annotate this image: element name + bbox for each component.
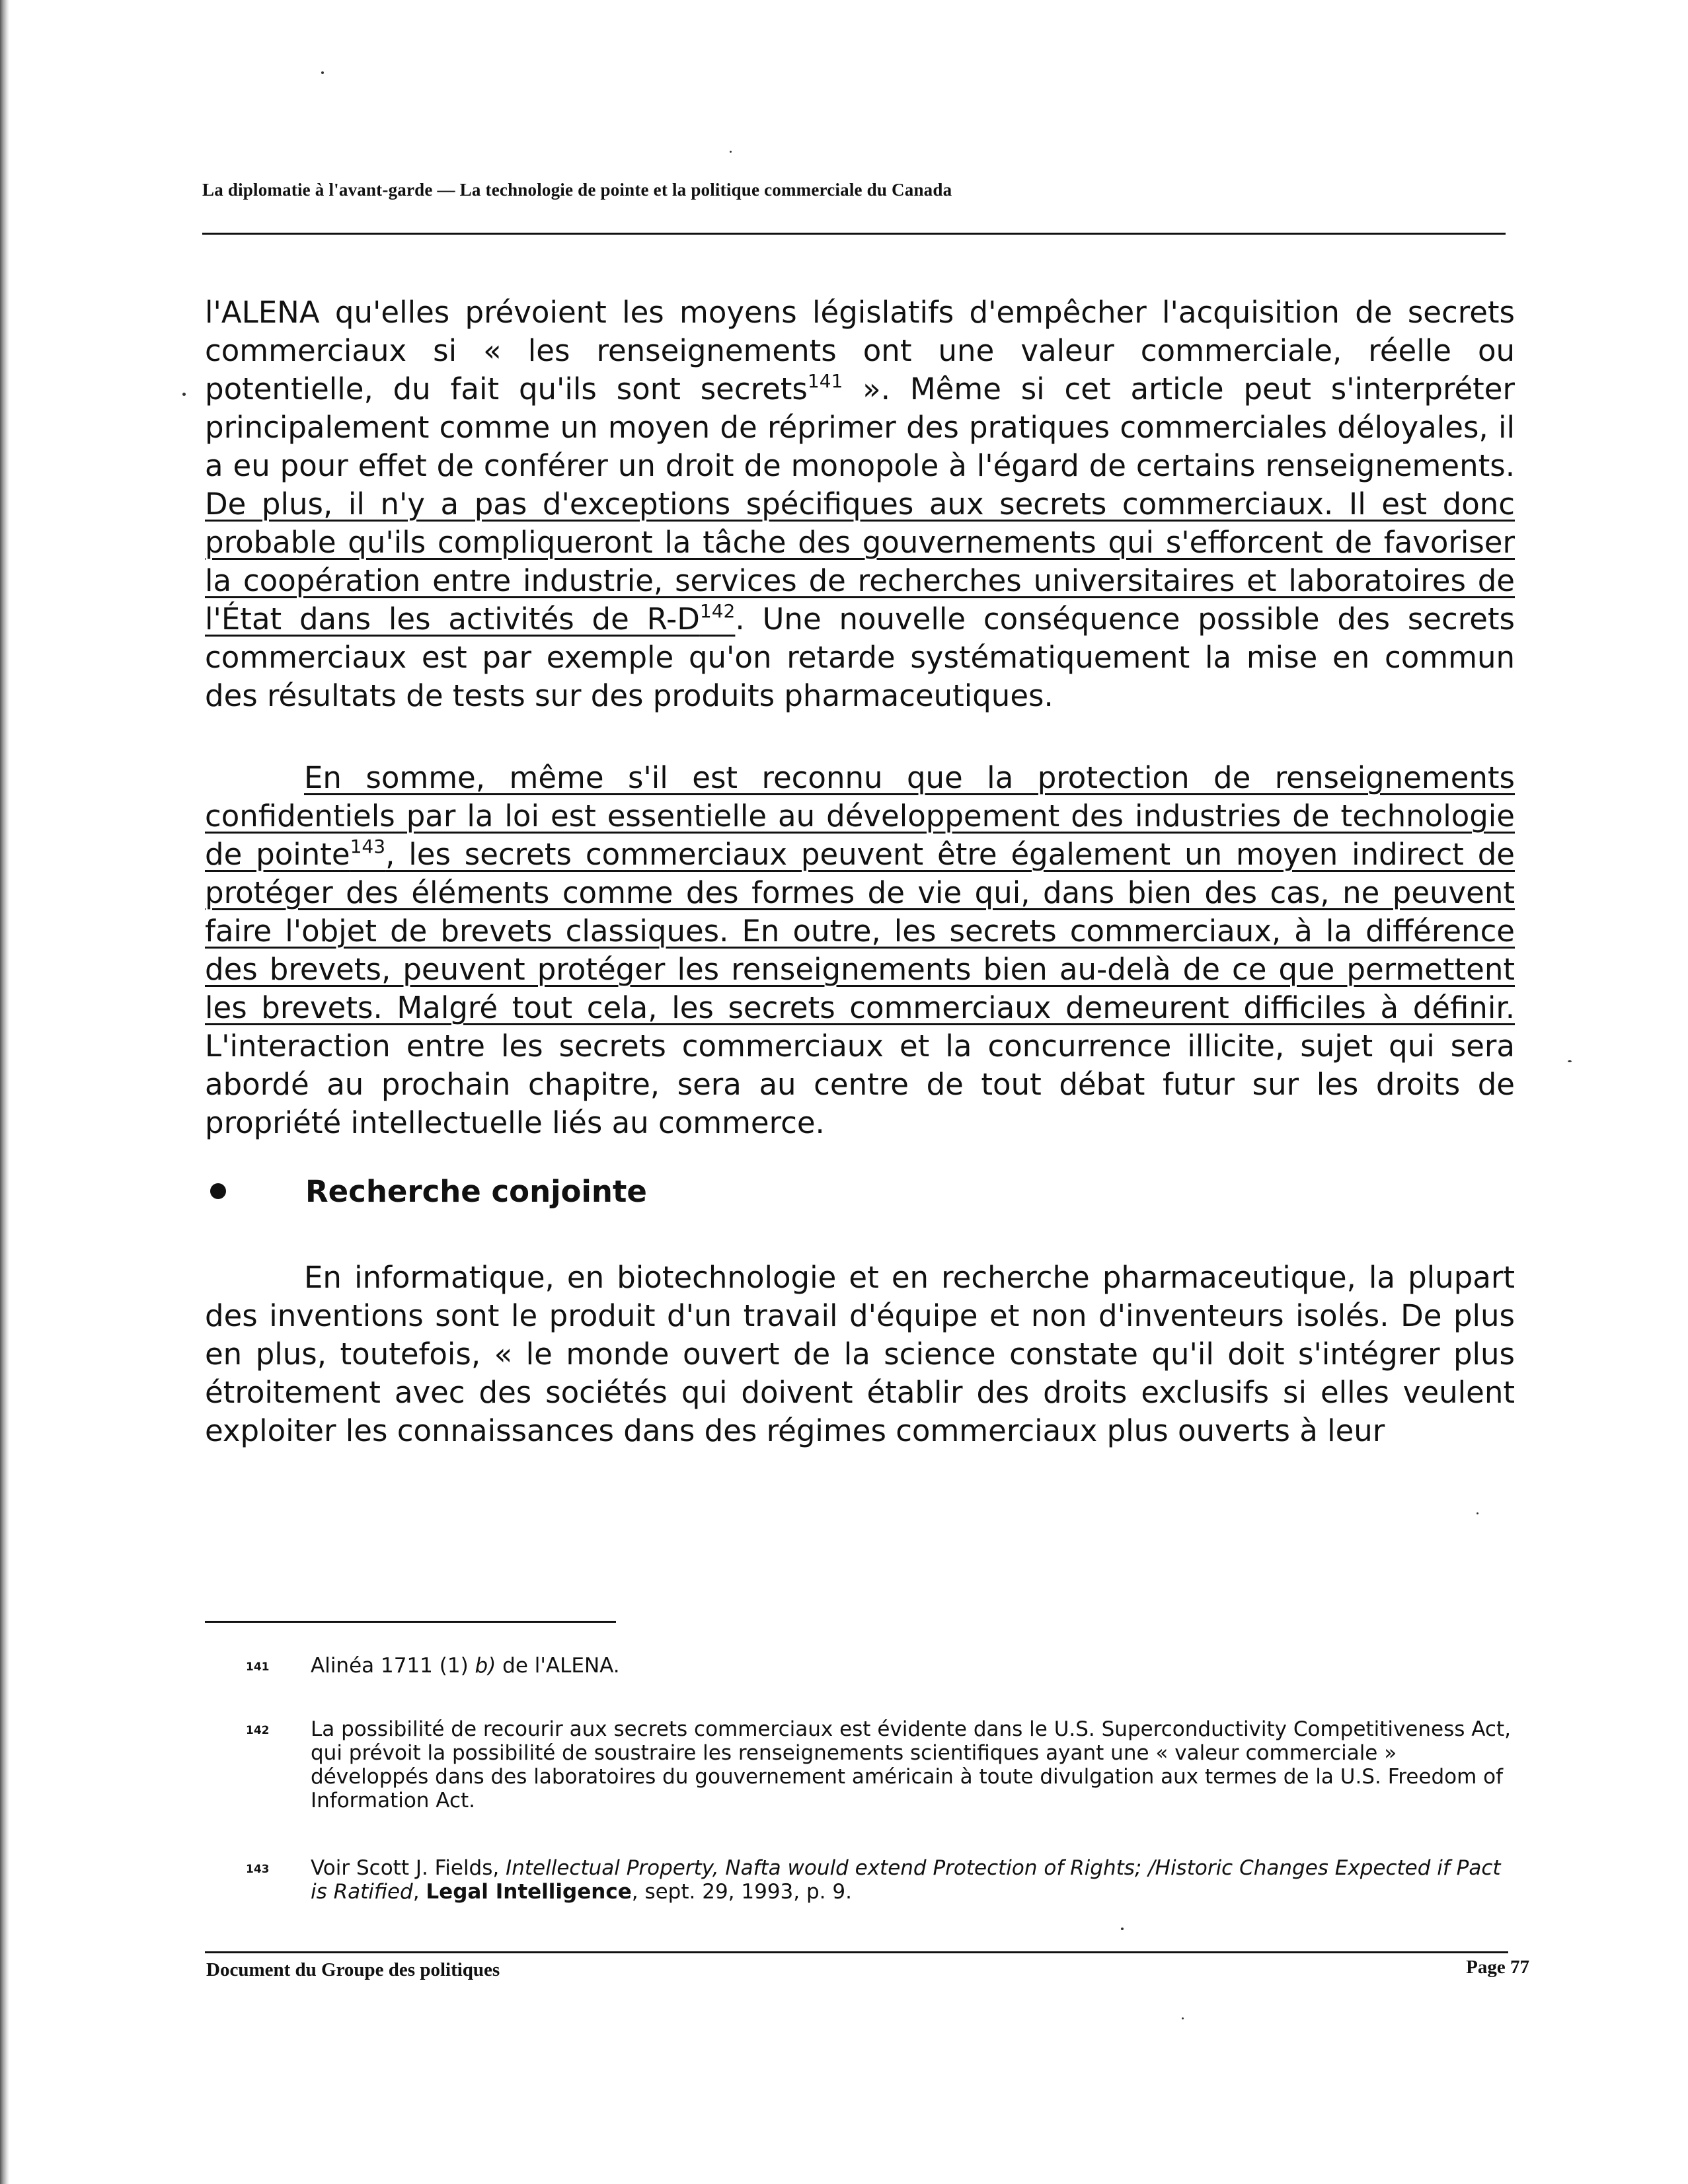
footnote-ref-142: 142 xyxy=(699,600,736,622)
footnote-ref-141: 141 xyxy=(807,370,843,392)
paragraph-2 xyxy=(205,759,1515,1142)
scan-speck xyxy=(321,71,324,74)
footnote-bold: Legal Intelligence xyxy=(426,1880,632,1904)
footnote-ref-143: 143 xyxy=(350,836,386,857)
footer-rule xyxy=(205,1951,1508,1953)
paragraph-1 xyxy=(205,293,1515,715)
header-rule xyxy=(202,233,1506,235)
footnote-number: 142 xyxy=(246,1724,270,1737)
footnote-text xyxy=(311,1654,1515,1678)
footnote-text-part: Voir Scott J. Fields, xyxy=(311,1856,506,1880)
footnote-separator xyxy=(205,1621,616,1623)
scan-speck xyxy=(1568,1060,1572,1062)
p2-underlined-b: , les secrets commerciaux peuvent être également un moyen indirect de protéger des éléments comme des formes de vie qui, dans bien des cas, ne peuvent faire l'objet de brevets classiques. En outre, les secrets commerciaux, à la différence des brevets, peuvent protéger les renseignements bien au-delà de ce que permettent les brevets. Malgré tout cela, les secrets commerciaux demeurent difficiles à définir. xyxy=(205,837,1515,1025)
page-number: Page 77 xyxy=(1466,1957,1529,1978)
scan-speck xyxy=(1121,1928,1124,1930)
footnote-142 xyxy=(205,1717,1515,1813)
footnote-text-part: , sept. 29, 1993, p. 9. xyxy=(631,1880,852,1904)
section-heading: Recherche conjointe xyxy=(305,1174,647,1209)
footnote-italic: b) xyxy=(475,1654,496,1678)
scan-speck xyxy=(182,393,186,396)
footnote-number: 143 xyxy=(246,1863,270,1876)
footnote-text xyxy=(311,1856,1515,1904)
p1-text-c: . Une nouvelle conséquence possible des secrets commerciaux est par exemple qu'on retarde systématiquement la mise en commun des résultats de tests sur des produits pharmaceutiques. xyxy=(205,602,1515,713)
footnote-143 xyxy=(205,1856,1515,1904)
p1-text-b: ». Même si cet article peut s'interpréter principalement comme un moyen de réprimer des pratiques commerciales déloyales, il a eu pour effet de conférer un droit de monopole à l'égard de certains renseignements. xyxy=(205,371,1515,483)
footnote-text-part: Alinéa 1711 (1) xyxy=(311,1654,475,1678)
footnote-number: 141 xyxy=(246,1660,270,1674)
scan-edge-shadow xyxy=(0,0,9,2184)
p1-underlined-span: De plus, il n'y a pas d'exceptions spécifiques aux secrets commerciaux. Il est donc probable qu'ils compliqueront la tâche des gouvernements qui s'efforcent de favoriser la coopération entre industrie, services de recherches universitaires et laboratoires de l'État dans les activités de R-D xyxy=(205,487,1515,637)
bullet-icon xyxy=(210,1183,226,1199)
running-header: La diplomatie à l'avant-garde — La technologie de pointe et la politique commerciale du Canada xyxy=(202,180,952,200)
footnote-text-part: , xyxy=(412,1880,426,1904)
footer-document-label: Document du Groupe des politiques xyxy=(206,1959,500,1980)
footnote-text-part: de l'ALENA. xyxy=(496,1654,620,1678)
footnote-141 xyxy=(205,1654,1515,1678)
p2-underlined-text xyxy=(205,760,1515,1025)
scan-speck xyxy=(730,151,732,153)
scan-speck xyxy=(1182,2017,1184,2019)
paragraph-3: En informatique, en biotechnologie et en recherche pharmaceutique, la plupart des inventions sont le produit d'un travail d'équipe et non d'inventeurs isolés. De plus en plus, toutefois, « le monde ouvert de la science constate qu'il doit s'intégrer plus étroitement avec des sociétés qui doivent établir des droits exclusifs si elles veulent exploiter les connaissances dans des régimes commerciaux plus ouverts à leur xyxy=(205,1260,1515,1448)
p2-underlined-a: En somme, même s'il est reconnu que la protection de renseignements confidentiels par la loi est essentielle au développement des industries de technologie de pointe xyxy=(205,760,1515,872)
scan-speck xyxy=(1477,1512,1478,1514)
p2-text-rest: L'interaction entre les secrets commerciaux et la concurrence illicite, sujet qui sera abordé au prochain chapitre, sera au centre de tout débat futur sur les droits de propriété intellectuelle liés au commerce. xyxy=(205,1029,1515,1140)
footnote-italic: Intellectual Property, Nafta would extend Protection of Rights; /Historic Changes Expected if Pact is Ratified xyxy=(311,1856,1501,1904)
p1-text-a: l'ALENA qu'elles prévoient les moyens législatifs d'empêcher l'acquisition de secrets commerciaux si « les renseignements ont une valeur commerciale, réelle ou potentielle, du fait qu'ils sont secrets xyxy=(205,295,1515,407)
footnote-text: La possibilité de recourir aux secrets commerciaux est évidente dans le U.S. Superconductivity Competitiveness Act, qui prévoit la possibilité de soustraire les renseignements scientifiques ayant une « valeur commerciale » développés dans des laboratoires du gouvernement américain à toute divulgation aux termes de la U.S. Freedom of Information Act. xyxy=(311,1717,1511,1813)
